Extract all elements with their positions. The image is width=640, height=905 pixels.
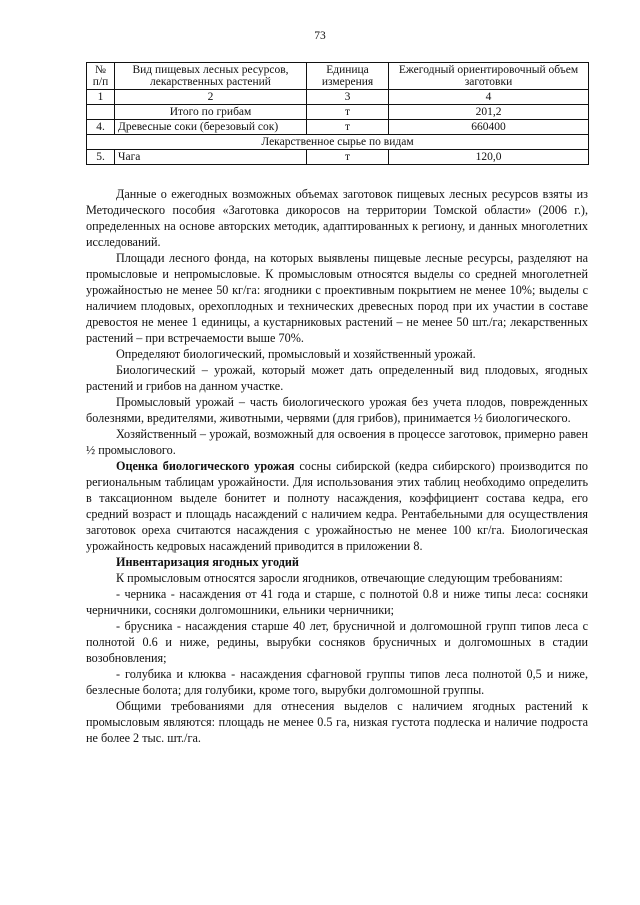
- table-cell: 2: [115, 90, 307, 105]
- header-unit: Единица измерения: [307, 63, 389, 90]
- table-cell: 660400: [389, 120, 589, 135]
- table-cell: Чага: [115, 150, 307, 165]
- paragraph: Биологический – урожай, который может дать определенный вид плодовых, ягодных растений и грибов на данном участке.: [86, 363, 588, 393]
- table-cell: Древесные соки (березовый сок): [115, 120, 307, 135]
- table-cell: [87, 105, 115, 120]
- list-item: - черника - насаждения от 41 года и старше, с полнотой 0.8 и ниже типы леса: сосняки черничники, сосняки долгомошники, ельники черничники;: [86, 587, 588, 617]
- table-cell: 1: [87, 90, 115, 105]
- table-cell: т: [307, 150, 389, 165]
- table-row: [87, 90, 589, 105]
- paragraph: Общими требованиями для отнесения выделов с наличием ягодных растений к промысловым являются: площадь не менее 0.5 га, низкая густота подлеска и наличие подроста не более 2 тыс. шт./га.: [86, 699, 588, 745]
- table-header-row: [87, 63, 589, 90]
- section-heading: Инвентаризация ягодных угодий: [116, 555, 299, 569]
- paragraph: Промысловый урожай – часть биологического урожая без учета плодов, поврежденных болезнями, вредителями, животными, червями (для грибов), принимается ½ биологического.: [86, 395, 588, 425]
- list-item: - голубика и клюква - насаждения сфагновой группы типов леса полнотой 0,5 и ниже, безлесные болота; для голубики, кроме того, вырубки долгомошной группы.: [86, 667, 588, 697]
- table-row: [87, 105, 589, 120]
- page-number: 73: [314, 30, 326, 42]
- paragraph: [86, 458, 588, 554]
- table-section-row: [87, 135, 589, 150]
- header-num: № п/п: [87, 63, 115, 90]
- table-cell: 3: [307, 90, 389, 105]
- table-section-label: Лекарственное сырье по видам: [87, 135, 589, 150]
- forest-resources-table: [86, 62, 589, 165]
- table-cell: 4: [389, 90, 589, 105]
- paragraph: Площади лесного фонда, на которых выявлены пищевые лесные ресурсы, разделяют на промысловые и непромысловые. К промысловым относятся выделы со средней многолетней урожайностью не менее 50 кг/га: ягодники с проективным покрытием не менее 10%; выделы с наличием плодовых, орехоплодных и технических древесных пород при их участии в составе древостоя не менее 1 единицы, а кустарниковых растений – не менее 50 шт./га; лекарственных растений – при встречаемости выше 70%.: [86, 251, 588, 345]
- table-cell: 120,0: [389, 150, 589, 165]
- table-cell: 5.: [87, 150, 115, 165]
- bold-term: Оценка биологического урожая: [116, 459, 295, 473]
- body-text: [86, 186, 588, 746]
- table-cell: 201,2: [389, 105, 589, 120]
- paragraph: Данные о ежегодных возможных объемах заготовок пищевых лесных ресурсов взяты из Методического пособия «Заготовка дикоросов на территории Томской области» (2006 г.), определенных на основе авторских методик, адаптированных к региону, и данных многолетних исследований.: [86, 187, 588, 249]
- table-cell: т: [307, 105, 389, 120]
- header-annual-volume: Ежегодный ориентировочный объем заготовки: [389, 63, 589, 90]
- table-row: [87, 120, 589, 135]
- table-cell: Итого по грибам: [115, 105, 307, 120]
- paragraph-text: сосны сибирской (кедра сибирского) производится по региональным таблицам урожайности. Для использования этих таблиц необходимо определить в таксационном выделе бонитет и полноту насаждения, коэффициент состава кедра, его средний возраст и площадь насаждений с наличием кедра. Рентабельными для осуществления заготовок ореха считаются насаждения с урожайностью не менее 100 кг/га. Биологическая урожайность кедровых насаждений приводится в приложении 8.: [86, 459, 588, 553]
- table-cell: 4.: [87, 120, 115, 135]
- table-row: [87, 150, 589, 165]
- paragraph: Хозяйственный – урожай, возможный для освоения в процессе заготовок, примерно равен ½ промыслового.: [86, 427, 588, 457]
- header-resource-type: Вид пищевых лесных ресурсов, лекарственных растений: [115, 63, 307, 90]
- paragraph: К промысловым относятся заросли ягодников, отвечающие следующим требованиям:: [116, 571, 563, 585]
- table-cell: т: [307, 120, 389, 135]
- paragraph: Определяют биологический, промысловый и хозяйственный урожай.: [116, 347, 476, 361]
- list-item: - брусника - насаждения старше 40 лет, брусничной и долгомошной групп типов леса с полнотой 0.6 и ниже, редины, вырубки сосняков брусничных и долгомошных в стадии возобновления;: [86, 619, 588, 665]
